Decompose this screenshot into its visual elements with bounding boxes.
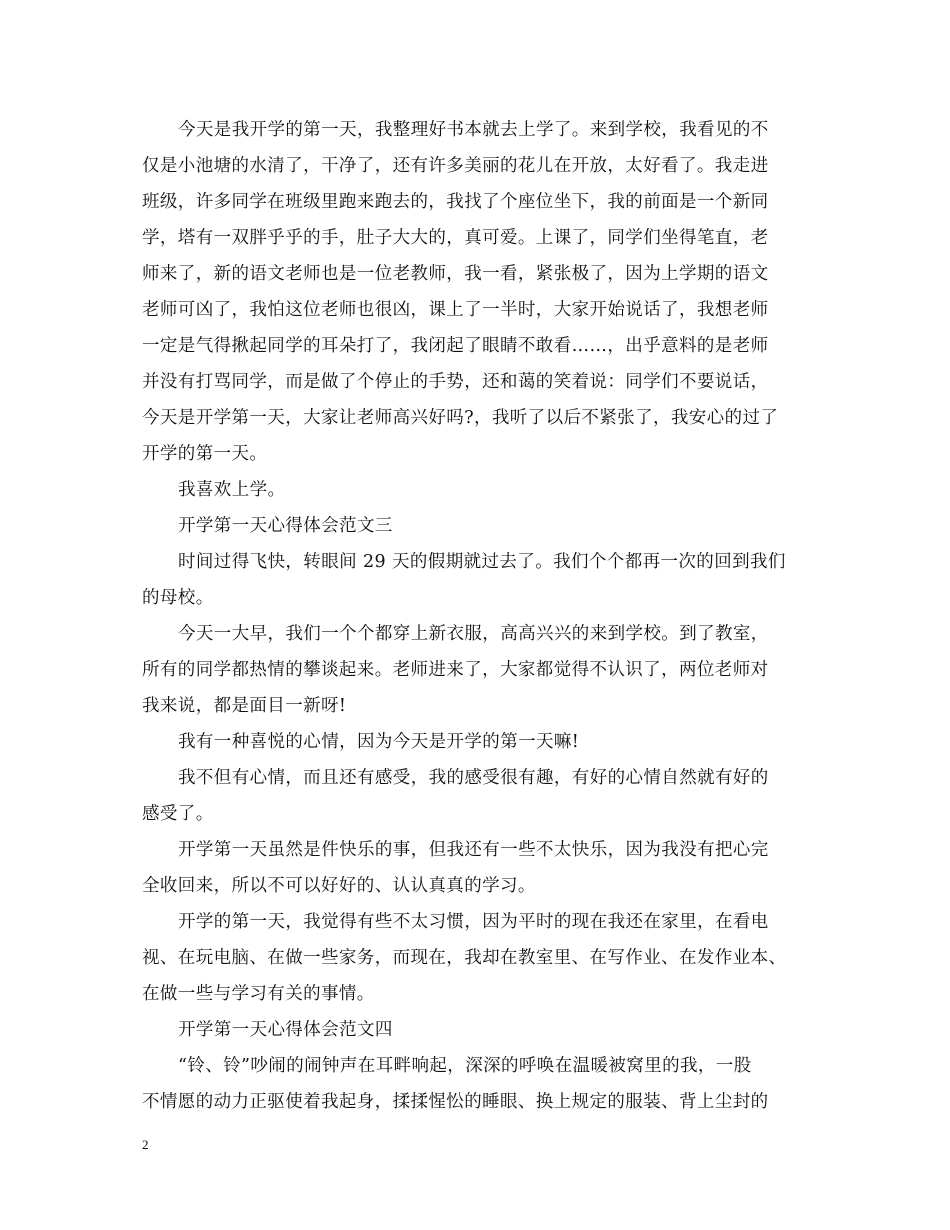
text-line: 今天是开学第一天，大家让老师高兴好吗?，我听了以后不紧张了，我安心的过了	[142, 408, 779, 428]
text-line: 师来了，新的语文老师也是一位老教师，我一看，紧张极了，因为上学期的语文	[142, 264, 769, 284]
text-line: 我不但有心情，而且还有感受，我的感受很有趣，有好的心情自然就有好的	[178, 768, 769, 788]
text-line: 所有的同学都热情的攀谈起来。老师进来了，大家都觉得不认识了，两位老师对	[142, 660, 769, 680]
text-line: 开学第一天虽然是件快乐的事，但我还有一些不太快乐，因为我没有把心完	[178, 840, 769, 860]
text-line: 全收回来，所以不可以好好的、认认真真的学习。	[142, 876, 536, 896]
text-line: “铃、铃”吵闹的闹钟声在耳畔响起，深深的呼唤在温暖被窝里的我，一股	[178, 1056, 752, 1076]
text-line: 不情愿的动力正驱使着我起身，揉揉惺忪的睡眼、换上规定的服装、背上尘封的	[142, 1092, 769, 1112]
text-line: 今天一大早，我们一个个都穿上新衣服，高高兴兴的来到学校。到了教室，	[178, 624, 769, 644]
text-line: 并没有打骂同学，而是做了个停止的手势，还和蔼的笑着说：同学们不要说话，	[142, 372, 769, 392]
text-line: 仅是小池塘的水清了，干净了，还有许多美丽的花儿在开放，太好看了。我走进	[142, 156, 769, 176]
text-line: 感受了。	[142, 804, 214, 824]
text-line: 班级，许多同学在班级里跑来跑去的，我找了个座位坐下，我的前面是一个新同	[142, 192, 769, 212]
page-number: 2	[142, 1137, 149, 1152]
section-heading: 开学第一天心得体会范文三	[178, 516, 393, 536]
section-heading: 开学第一天心得体会范文四	[178, 1020, 393, 1040]
text-line: 开学的第一天，我觉得有些不太习惯，因为平时的现在我还在家里，在看电	[178, 912, 769, 932]
text-line: 我有一种喜悦的心情，因为今天是开学的第一天嘛!	[178, 732, 580, 752]
text-line: 我喜欢上学。	[178, 480, 286, 500]
text-line: 的母校。	[142, 588, 214, 608]
text-line: 在做一些与学习有关的事情。	[142, 984, 375, 1004]
text-line: 一定是气得揪起同学的耳朵打了，我闭起了眼睛不敢看……，出乎意料的是老师	[142, 336, 769, 356]
text-line: 开学的第一天。	[142, 444, 268, 464]
text-line: 视、在玩电脑、在做一些家务，而现在，我却在教室里、在写作业、在发作业本、	[142, 948, 787, 968]
text-line: 时间过得飞快，转眼间 29 天的假期就过去了。我们个个都再一次的回到我们	[178, 552, 786, 572]
text-line: 我来说，都是面目一新呀!	[142, 696, 347, 716]
text-line: 老师可凶了，我怕这位老师也很凶，课上了一半时，大家开始说话了，我想老师	[142, 300, 769, 320]
text-line: 学，塔有一双胖乎乎的手，肚子大大的，真可爱。上课了，同学们坐得笔直，老	[142, 228, 769, 248]
text-line: 今天是我开学的第一天，我整理好书本就去上学了。来到学校，我看见的不	[178, 120, 769, 140]
